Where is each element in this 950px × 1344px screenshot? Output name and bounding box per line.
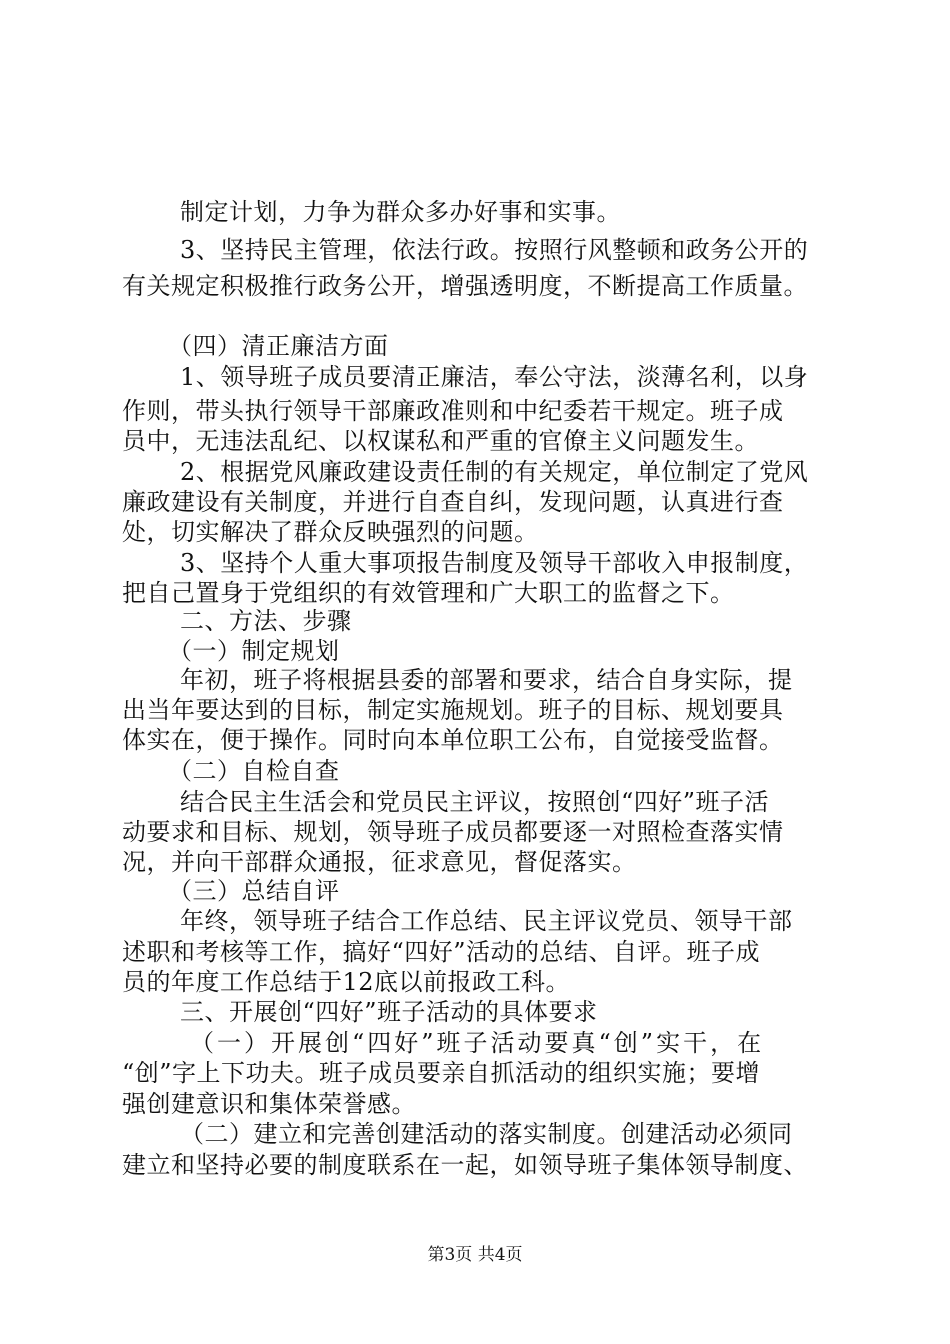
- text-line: 体实在，便于操作。同时向本单位职工公布，自觉接受监督。: [122, 726, 784, 754]
- text-line: 建立和坚持必要的制度联系在一起，如领导班子集体领导制度、: [122, 1151, 808, 1179]
- text-line: 员中，无违法乱纪、以权谋私和严重的官僚主义问题发生。: [122, 427, 759, 455]
- text-line: 廉政建设有关制度，并进行自查自纠，发现问题，认真进行查: [122, 488, 784, 516]
- text-line: “创”字上下功夫。班子成员要亲自抓活动的组织实施；要增: [122, 1059, 761, 1087]
- section-heading: （一）制定规划: [168, 637, 340, 665]
- text-line: 结合民主生活会和党员民主评议，按照创“四好”班子活: [180, 788, 770, 816]
- text-line: 把自己置身于党组织的有效管理和广大职工的监督之下。: [122, 579, 735, 607]
- text-line: 年初，班子将根据县委的部署和要求，结合自身实际，提: [180, 666, 793, 694]
- text-line: （二）建立和完善创建活动的落实制度。创建活动必须同: [180, 1120, 793, 1148]
- text-line: 有关规定积极推行政务公开，增强透明度，不断提高工作质量。: [122, 272, 808, 300]
- text-line: 年终，领导班子结合工作总结、民主评议党员、领导干部: [180, 907, 793, 935]
- text-line: 2、根据党风廉政建设责任制的有关规定，单位制定了党风: [180, 458, 809, 486]
- text-line: 出当年要达到的目标，制定实施规划。班子的目标、规划要具: [122, 696, 784, 724]
- text-line: 员的年度工作总结于12底以前报政工科。: [122, 968, 571, 996]
- text-line: 3、坚持民主管理，依法行政。按照行风整顿和政务公开的: [180, 236, 809, 264]
- text-line: 处，切实解决了群众反映强烈的问题。: [122, 518, 539, 546]
- text-line: 况，并向干部群众通报，征求意见，督促落实。: [122, 848, 637, 876]
- text-line: （一）开展创“四好”班子活动要真“创”实干，在: [190, 1029, 765, 1057]
- text-line: 述职和考核等工作，搞好“四好”活动的总结、自评。班子成: [122, 938, 761, 966]
- text-line: 作则，带头执行领导干部廉政准则和中纪委若干规定。班子成: [122, 397, 784, 425]
- section-heading: （四）清正廉洁方面: [168, 332, 389, 360]
- section-heading: （二）自检自查: [168, 757, 340, 785]
- section-heading: 二、方法、步骤: [180, 607, 352, 635]
- text-line: 制定计划，力争为群众多办好事和实事。: [180, 198, 621, 226]
- text-line: 强创建意识和集体荣誉感。: [122, 1090, 416, 1118]
- section-heading: 三、开展创“四好”班子活动的具体要求: [180, 998, 598, 1026]
- section-heading: （三）总结自评: [168, 877, 340, 905]
- text-line: 3、坚持个人重大事项报告制度及领导干部收入申报制度，: [180, 549, 809, 577]
- page-number-footer: 第3页 共4页: [427, 1245, 523, 1265]
- text-line: 动要求和目标、规划，领导班子成员都要逐一对照检查落实情: [122, 818, 784, 846]
- text-line: 1、领导班子成员要清正廉洁，奉公守法，淡薄名利，以身: [180, 363, 809, 391]
